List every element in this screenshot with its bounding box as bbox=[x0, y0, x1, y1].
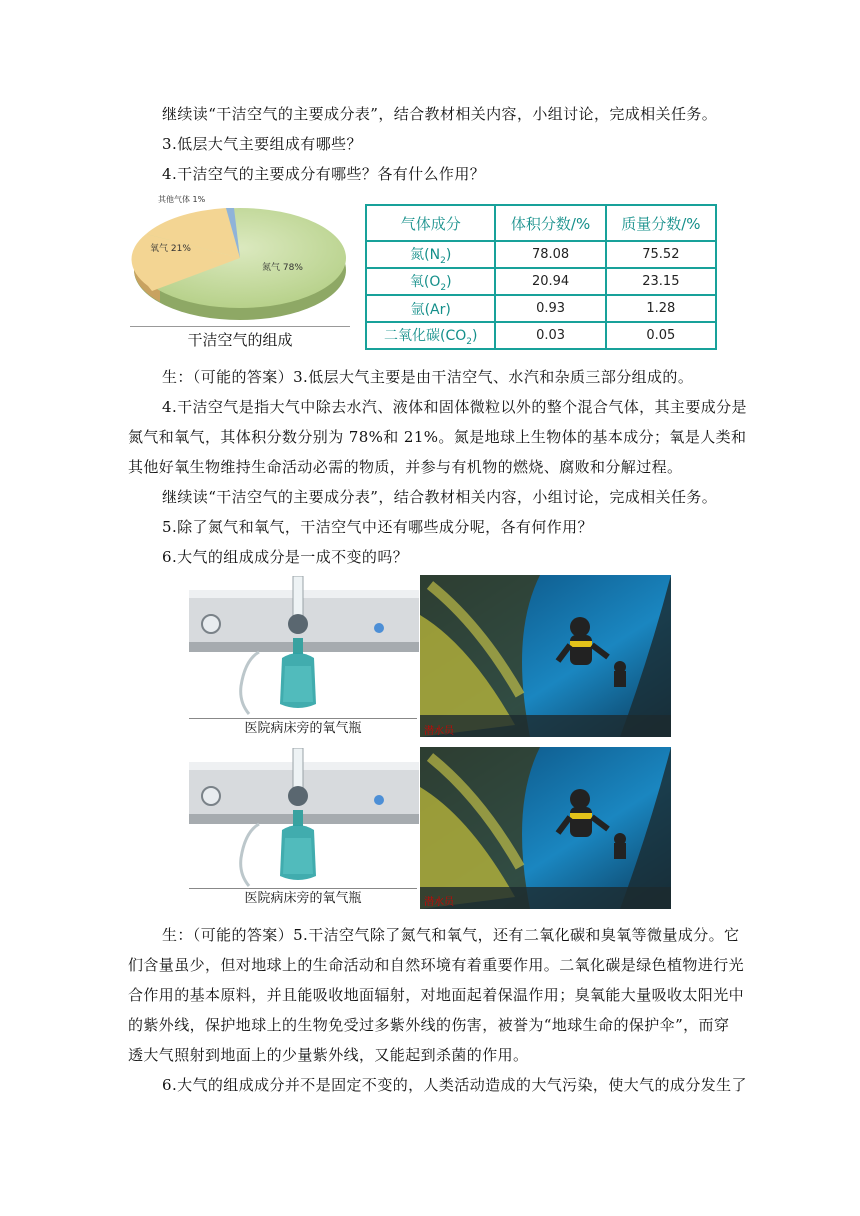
volume-cell: 0.03 bbox=[495, 322, 605, 349]
paragraph-continue-reading-1: 继续读“干洁空气的主要成分表”，结合教材相关内容，小组讨论，完成相关任务。 bbox=[162, 105, 718, 123]
answer-5-line-2: 们含量虽少，但对地球上的生命活动和自然环境有着重要作用。二氧化碳是绿色植物进行光 bbox=[128, 956, 745, 974]
answer-4-line-2: 氮气和氧气，其体积分数分别为 78%和 21%。氮是地球上生物体的基本成分；氧是人类和 bbox=[128, 428, 747, 446]
table-row bbox=[366, 241, 716, 268]
oxygen-bottle-caption: 医院病床旁的氧气瓶 bbox=[189, 718, 417, 739]
answer-5-line-3: 合作用的基本原料，并且能吸收地面辐射，对地面起着保温作用；臭氧能大量吸收太阳光中 bbox=[128, 986, 745, 1004]
mass-cell: 23.15 bbox=[606, 268, 716, 295]
pie-label-nitrogen: 氮气 78% bbox=[262, 263, 303, 273]
table-header-volume: 体积分数/% bbox=[495, 205, 605, 241]
table-header-gas: 气体成分 bbox=[366, 205, 495, 241]
question-4: 4.干洁空气的主要成分有哪些？各有什么作用？ bbox=[162, 165, 486, 183]
answer-3: 生：（可能的答案）3.低层大气主要是由干洁空气、水汽和杂质三部分组成的。 bbox=[162, 368, 694, 386]
mass-cell: 1.28 bbox=[606, 295, 716, 322]
gas-name-cell: 氮$(N_2)$ bbox=[366, 241, 495, 268]
oxygen-bottle-photo bbox=[189, 576, 419, 716]
gas-name-cell: 氧$(O_2)$ bbox=[366, 268, 495, 295]
oxygen-bottle-illustration bbox=[189, 748, 419, 888]
diver-photo bbox=[420, 747, 671, 909]
diver-photo bbox=[420, 575, 671, 737]
pie-caption: 干洁空气的组成 bbox=[130, 326, 350, 355]
paragraph-continue-reading-2: 继续读“干洁空气的主要成分表”，结合教材相关内容，小组讨论，完成相关任务。 bbox=[162, 488, 718, 506]
table-row bbox=[366, 268, 716, 295]
oxygen-bottle-photo bbox=[189, 748, 419, 888]
table-header-mass: 质量分数/% bbox=[606, 205, 716, 241]
diver-caption: 潜水员 bbox=[424, 897, 454, 908]
diver-caption: 潜水员 bbox=[424, 726, 454, 737]
mass-cell: 0.05 bbox=[606, 322, 716, 349]
pie-label-oxygen: 氧气 21% bbox=[150, 244, 191, 254]
diver-illustration bbox=[420, 575, 671, 737]
answer-4-line-1: 4.干洁空气是指大气中除去水汽、液体和固体微粒以外的整个混合气体，其主要成分是 bbox=[162, 398, 747, 416]
question-5: 5.除了氮气和氧气，干洁空气中还有哪些成分呢，各有何作用？ bbox=[162, 518, 593, 536]
diver-illustration bbox=[420, 747, 671, 909]
question-6: 6.大气的组成成分是一成不变的吗？ bbox=[162, 548, 409, 566]
gas-composition-table bbox=[365, 204, 717, 350]
table-row bbox=[366, 295, 716, 322]
mass-cell: 75.52 bbox=[606, 241, 716, 268]
answer-5-line-1: 生：（可能的答案）5.干洁空气除了氮气和氧气，还有二氧化碳和臭氧等微量成分。它 bbox=[162, 926, 740, 944]
table-row bbox=[366, 322, 716, 349]
volume-cell: 78.08 bbox=[495, 241, 605, 268]
answer-5-line-4: 的紫外线，保护地球上的生物免受过多紫外线的伤害，被誉为“地球生命的保护伞”，而穿 bbox=[128, 1016, 730, 1034]
answer-5-line-5: 透大气照射到地面上的少量紫外线，又能起到杀菌的作用。 bbox=[128, 1046, 529, 1064]
pie-svg bbox=[128, 188, 350, 328]
volume-cell: 20.94 bbox=[495, 268, 605, 295]
gas-name-cell: 氩(Ar) bbox=[366, 295, 495, 322]
question-3: 3.低层大气主要组成有哪些？ bbox=[162, 135, 362, 153]
answer-4-line-3: 其他好氧生物维持生命活动必需的物质，并参与有机物的燃烧、腐败和分解过程。 bbox=[128, 458, 683, 476]
gas-name-cell: 二氧化碳$(CO_2)$ bbox=[366, 322, 495, 349]
pie-label-other: 其他气体 1% bbox=[158, 195, 206, 204]
oxygen-bottle-caption: 医院病床旁的氧气瓶 bbox=[189, 888, 417, 909]
table-header-row bbox=[366, 205, 716, 241]
answer-6-line-1: 6.大气的组成成分并不是固定不变的，人类活动造成的大气污染，使大气的成分发生了 bbox=[162, 1076, 747, 1094]
oxygen-bottle-illustration bbox=[189, 576, 419, 716]
volume-cell: 0.93 bbox=[495, 295, 605, 322]
